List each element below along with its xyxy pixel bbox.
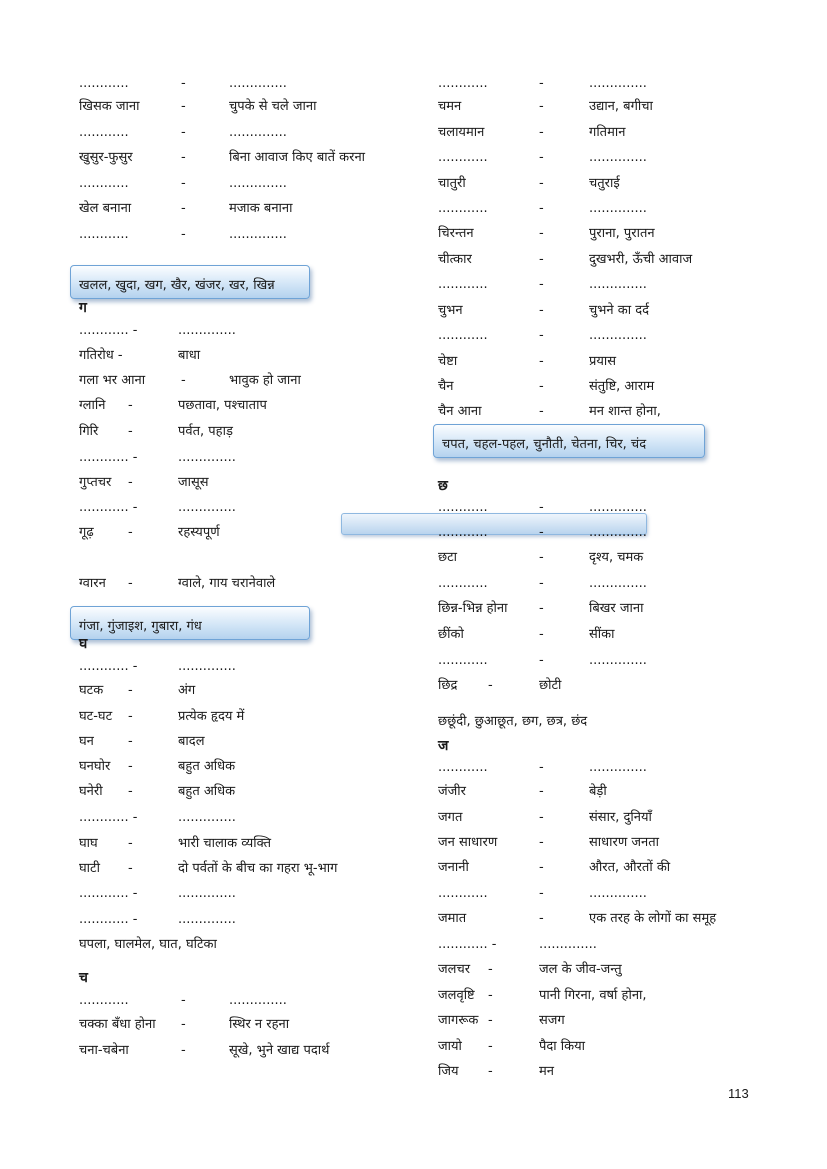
entry-word: गूढ़ xyxy=(79,525,94,540)
entry-word: चलायमान xyxy=(438,125,485,140)
entry-dash: - xyxy=(539,99,544,114)
entry-dash: - xyxy=(181,227,186,242)
entry-word: ............ - xyxy=(79,450,138,465)
entry-meaning: भारी चालाक व्यक्ति xyxy=(178,836,271,851)
entry-word: घाटी xyxy=(79,861,100,876)
entry-dash: - xyxy=(539,653,544,668)
entry-meaning: बाधा xyxy=(178,348,201,363)
entry-meaning: एक तरह के लोगों का समूह xyxy=(589,911,717,926)
entry-word: ग्वारन xyxy=(79,576,106,591)
entry-dash: - xyxy=(181,373,186,388)
entry-dash: - xyxy=(539,576,544,591)
entry-dash: - xyxy=(539,76,544,91)
page-number: 113 xyxy=(728,1086,749,1101)
entry-dash: - xyxy=(539,627,544,642)
entry-dash: - xyxy=(181,176,186,191)
entry-word: जलवृष्टि xyxy=(438,988,475,1003)
entry-meaning: .............. xyxy=(589,277,647,292)
entry-meaning: .............. xyxy=(589,500,647,515)
entry-meaning: संसार, दुनियाँ xyxy=(589,810,652,825)
entry-meaning: .............. xyxy=(229,125,287,140)
entry-dash: - xyxy=(539,550,544,565)
entry-dash: - xyxy=(488,678,493,693)
entry-word: घनघोर xyxy=(79,759,111,774)
entry-dash: - xyxy=(181,76,186,91)
entry-dash: - xyxy=(128,759,133,774)
entry-dash: - xyxy=(128,709,133,724)
entry-dash: - xyxy=(539,176,544,191)
entry-dash: - xyxy=(539,810,544,825)
entry-word: चैन आना xyxy=(438,404,482,419)
section-heading-cha: च xyxy=(79,970,88,986)
entry-dash: - xyxy=(539,150,544,165)
entry-meaning: जल के जीव-जन्तु xyxy=(539,962,622,977)
entry-dash: - xyxy=(128,475,133,490)
entry-word: ............ xyxy=(79,993,129,1008)
entry-word: ............ xyxy=(79,76,129,91)
entry-word: जायो xyxy=(438,1039,462,1054)
entry-meaning: जासूस xyxy=(178,475,209,490)
entry-meaning: पर्वत, पहाड़ xyxy=(178,424,233,439)
entry-word: चीत्कार xyxy=(438,252,472,267)
entry-word: ............ xyxy=(438,328,488,343)
entry-dash: - xyxy=(539,303,544,318)
section-heading-chha: छ xyxy=(438,478,448,494)
entry-meaning: .............. xyxy=(178,500,236,515)
entry-meaning: .............. xyxy=(589,525,647,540)
entry-meaning: पैदा किया xyxy=(539,1039,586,1054)
entry-dash: - xyxy=(488,1013,493,1028)
entry-meaning: सींका xyxy=(589,627,615,642)
entry-meaning: .............. xyxy=(178,323,236,338)
entry-word: छटा xyxy=(438,550,458,565)
entry-meaning: प्रयास xyxy=(589,354,617,369)
entry-dash: - xyxy=(128,861,133,876)
entry-dash: - xyxy=(128,734,133,749)
entry-word: चातुरी xyxy=(438,176,466,191)
entry-meaning: बिखर जाना xyxy=(589,601,644,616)
word-box-kha xyxy=(70,265,310,299)
entry-word: छिद्र xyxy=(438,678,458,693)
entry-word: खिसक जाना xyxy=(79,99,140,114)
entry-meaning: .............. xyxy=(229,993,287,1008)
entry-word: जन साधारण xyxy=(438,835,498,850)
entry-dash: - xyxy=(488,988,493,1003)
entry-word: ............ - xyxy=(79,810,138,825)
entry-word: ............ - xyxy=(79,886,138,901)
entry-dash: - xyxy=(539,252,544,267)
entry-dash: - xyxy=(128,576,133,591)
entry-word: ............ xyxy=(79,176,129,191)
entry-word: ............ xyxy=(438,760,488,775)
entry-word: ............ xyxy=(438,886,488,901)
entry-dash: - xyxy=(181,125,186,140)
entry-word: ............ xyxy=(79,125,129,140)
entry-word: घाघ xyxy=(79,836,98,851)
entry-dash: - xyxy=(539,379,544,394)
entry-meaning: .............. xyxy=(589,576,647,591)
entry-meaning: चुपके से चले जाना xyxy=(229,99,317,114)
entry-meaning: दो पर्वतों के बीच का गहरा भू-भाग xyxy=(178,861,338,876)
entry-meaning: चुभने का दर्द xyxy=(589,303,650,318)
entry-meaning: बहुत अधिक xyxy=(178,759,236,774)
entry-word: घटक xyxy=(79,683,104,698)
entry-word: चना-चबेना xyxy=(79,1043,129,1058)
entry-meaning: छोटी xyxy=(539,678,562,693)
entry-meaning: .............. xyxy=(589,150,647,165)
entry-meaning: .............. xyxy=(589,760,647,775)
entry-word: चुभन xyxy=(438,303,463,318)
entry-word: गुप्तचर xyxy=(79,475,112,490)
entry-word: ............ - xyxy=(79,659,138,674)
section-heading-gha: घ xyxy=(79,636,88,652)
entry-dash: - xyxy=(181,993,186,1008)
entry-word: घन xyxy=(79,734,94,749)
entry-meaning: .............. xyxy=(178,886,236,901)
entry-dash: - xyxy=(539,201,544,216)
entry-word: जगत xyxy=(438,810,463,825)
entry-meaning: दृश्य, चमक xyxy=(589,550,644,565)
entry-dash: - xyxy=(539,760,544,775)
entry-word: ............ xyxy=(438,576,488,591)
entry-dash: - xyxy=(181,201,186,216)
entry-word: ............ xyxy=(438,76,488,91)
entry-dash: - xyxy=(488,1064,493,1079)
entry-dash: - xyxy=(539,911,544,926)
entry-meaning: पानी गिरना, वर्षा होना, xyxy=(539,988,647,1003)
entry-meaning: भावुक हो जाना xyxy=(229,373,301,388)
word-list-text: गंजा, गुंजाइश, गुबारा, गंध xyxy=(79,619,202,634)
entry-dash: - xyxy=(539,226,544,241)
entry-dash: - xyxy=(539,601,544,616)
entry-dash: - xyxy=(181,1043,186,1058)
entry-word: ............ xyxy=(438,150,488,165)
entry-meaning: रहस्यपूर्ण xyxy=(178,525,220,540)
entry-word: ............ xyxy=(438,500,488,515)
entry-dash: - xyxy=(128,784,133,799)
entry-meaning: .............. xyxy=(589,328,647,343)
entry-dash: - xyxy=(181,150,186,165)
entry-word: ............ xyxy=(79,227,129,242)
entry-meaning: .............. xyxy=(589,201,647,216)
entry-meaning: .............. xyxy=(229,76,287,91)
entry-word: जागरूक xyxy=(438,1013,479,1028)
entry-meaning: .............. xyxy=(178,450,236,465)
entry-word: घट-घट xyxy=(79,709,113,724)
entry-dash: - xyxy=(539,784,544,799)
entry-dash: - xyxy=(181,1017,186,1032)
entry-word: जंजीर xyxy=(438,784,466,799)
entry-meaning: सूखे, भुने खाद्य पदार्थ xyxy=(229,1043,330,1058)
entry-meaning: .............. xyxy=(229,227,287,242)
entry-meaning: बहुत अधिक xyxy=(178,784,236,799)
entry-word: ............ - xyxy=(79,912,138,927)
entry-meaning: पुराना, पुरातन xyxy=(589,226,655,241)
entry-meaning: प्रत्येक हृदय में xyxy=(178,709,245,724)
entry-word: चैन xyxy=(438,379,454,394)
entry-dash: - xyxy=(539,860,544,875)
entry-meaning: उद्यान, बगीचा xyxy=(589,99,653,114)
entry-word: जलचर xyxy=(438,962,471,977)
entry-dash: - xyxy=(128,683,133,698)
entry-meaning: अंग xyxy=(178,683,196,698)
entry-dash: - xyxy=(128,398,133,413)
entry-meaning: मजाक बनाना xyxy=(229,201,293,216)
section-heading-ja: ज xyxy=(438,738,449,754)
entry-meaning: सजग xyxy=(539,1013,565,1028)
entry-dash: - xyxy=(181,99,186,114)
entry-dash: - xyxy=(539,328,544,343)
entry-meaning: .............. xyxy=(178,912,236,927)
entry-meaning: औरत, औरतों की xyxy=(589,860,671,875)
entry-meaning: .............. xyxy=(539,937,597,952)
entry-word: ग्लानि xyxy=(79,398,106,413)
word-box-cha xyxy=(433,424,705,458)
entry-word: चक्का बँधा होना xyxy=(79,1017,156,1032)
entry-dash: - xyxy=(539,354,544,369)
entry-word: खेल बनाना xyxy=(79,201,132,216)
entry-word: छिन्न-भिन्न होना xyxy=(438,601,508,616)
section-heading-ga: ग xyxy=(79,300,87,316)
entry-meaning: स्थिर न रहना xyxy=(229,1017,290,1032)
entry-meaning: पछतावा, पश्चाताप xyxy=(178,398,267,413)
entry-meaning: संतुष्टि, आराम xyxy=(589,379,655,394)
entry-dash: - xyxy=(539,886,544,901)
entry-word: गिरि xyxy=(79,424,99,439)
entry-meaning: साधारण जनता xyxy=(589,835,660,850)
entry-word: ............ - xyxy=(79,500,138,515)
word-list-text: चपत, चहल-पहल, चुनौती, चेतना, चिर, चंद xyxy=(442,437,647,452)
entry-word: जिय xyxy=(438,1064,459,1079)
entry-meaning: ग्वाले, गाय चरानेवाले xyxy=(178,576,276,591)
word-box-ga xyxy=(70,606,310,640)
entry-dash: - xyxy=(128,525,133,540)
entry-dash: - xyxy=(128,424,133,439)
entry-word: गला भर आना xyxy=(79,373,146,388)
entry-meaning: गतिमान xyxy=(589,125,626,140)
entry-word: चेष्टा xyxy=(438,354,458,369)
entry-meaning: .............. xyxy=(178,659,236,674)
entry-word: ............ - xyxy=(438,937,497,952)
entry-meaning: बिना आवाज किए बातें करना xyxy=(229,150,366,165)
entry-word: गतिरोध - xyxy=(79,348,123,363)
entry-word: ............ xyxy=(438,201,488,216)
entry-meaning: बादल xyxy=(178,734,205,749)
word-list-chha: छछूंदी, छुआछूत, छग, छत्र, छंद xyxy=(438,714,588,729)
entry-meaning: .............. xyxy=(229,176,287,191)
entry-dash: - xyxy=(539,525,544,540)
entry-meaning: .............. xyxy=(589,76,647,91)
word-list-text: खलल, खुदा, खग, खैर, खंजर, खर, खिन्न xyxy=(79,278,275,293)
entry-meaning: दुखभरी, ऊँची आवाज xyxy=(589,252,693,267)
entry-dash: - xyxy=(539,404,544,419)
entry-meaning: मन शान्त होना, xyxy=(589,404,661,419)
entry-dash: - xyxy=(128,836,133,851)
entry-word: छींको xyxy=(438,627,464,642)
entry-dash: - xyxy=(539,125,544,140)
entry-meaning: बेड़ी xyxy=(589,784,607,799)
entry-word: घनेरी xyxy=(79,784,103,799)
entry-word: ............ xyxy=(438,525,488,540)
entry-word: ............ - xyxy=(79,323,138,338)
entry-word: खुसुर-फुसुर xyxy=(79,150,133,165)
entry-word: ............ xyxy=(438,653,488,668)
word-list-gha: घपला, घालमेल, घात, घटिका xyxy=(79,937,217,952)
entry-word: चिरन्तन xyxy=(438,226,474,241)
entry-meaning: चतुराई xyxy=(589,176,620,191)
entry-word: जनानी xyxy=(438,860,469,875)
entry-dash: - xyxy=(539,277,544,292)
entry-word: जमात xyxy=(438,911,467,926)
entry-meaning: .............. xyxy=(589,886,647,901)
entry-dash: - xyxy=(488,1039,493,1054)
entry-dash: - xyxy=(488,962,493,977)
entry-word: चमन xyxy=(438,99,462,114)
entry-dash: - xyxy=(539,835,544,850)
entry-meaning: .............. xyxy=(589,653,647,668)
entry-word: ............ xyxy=(438,277,488,292)
entry-dash: - xyxy=(539,500,544,515)
entry-meaning: .............. xyxy=(178,810,236,825)
entry-meaning: मन xyxy=(539,1064,554,1079)
